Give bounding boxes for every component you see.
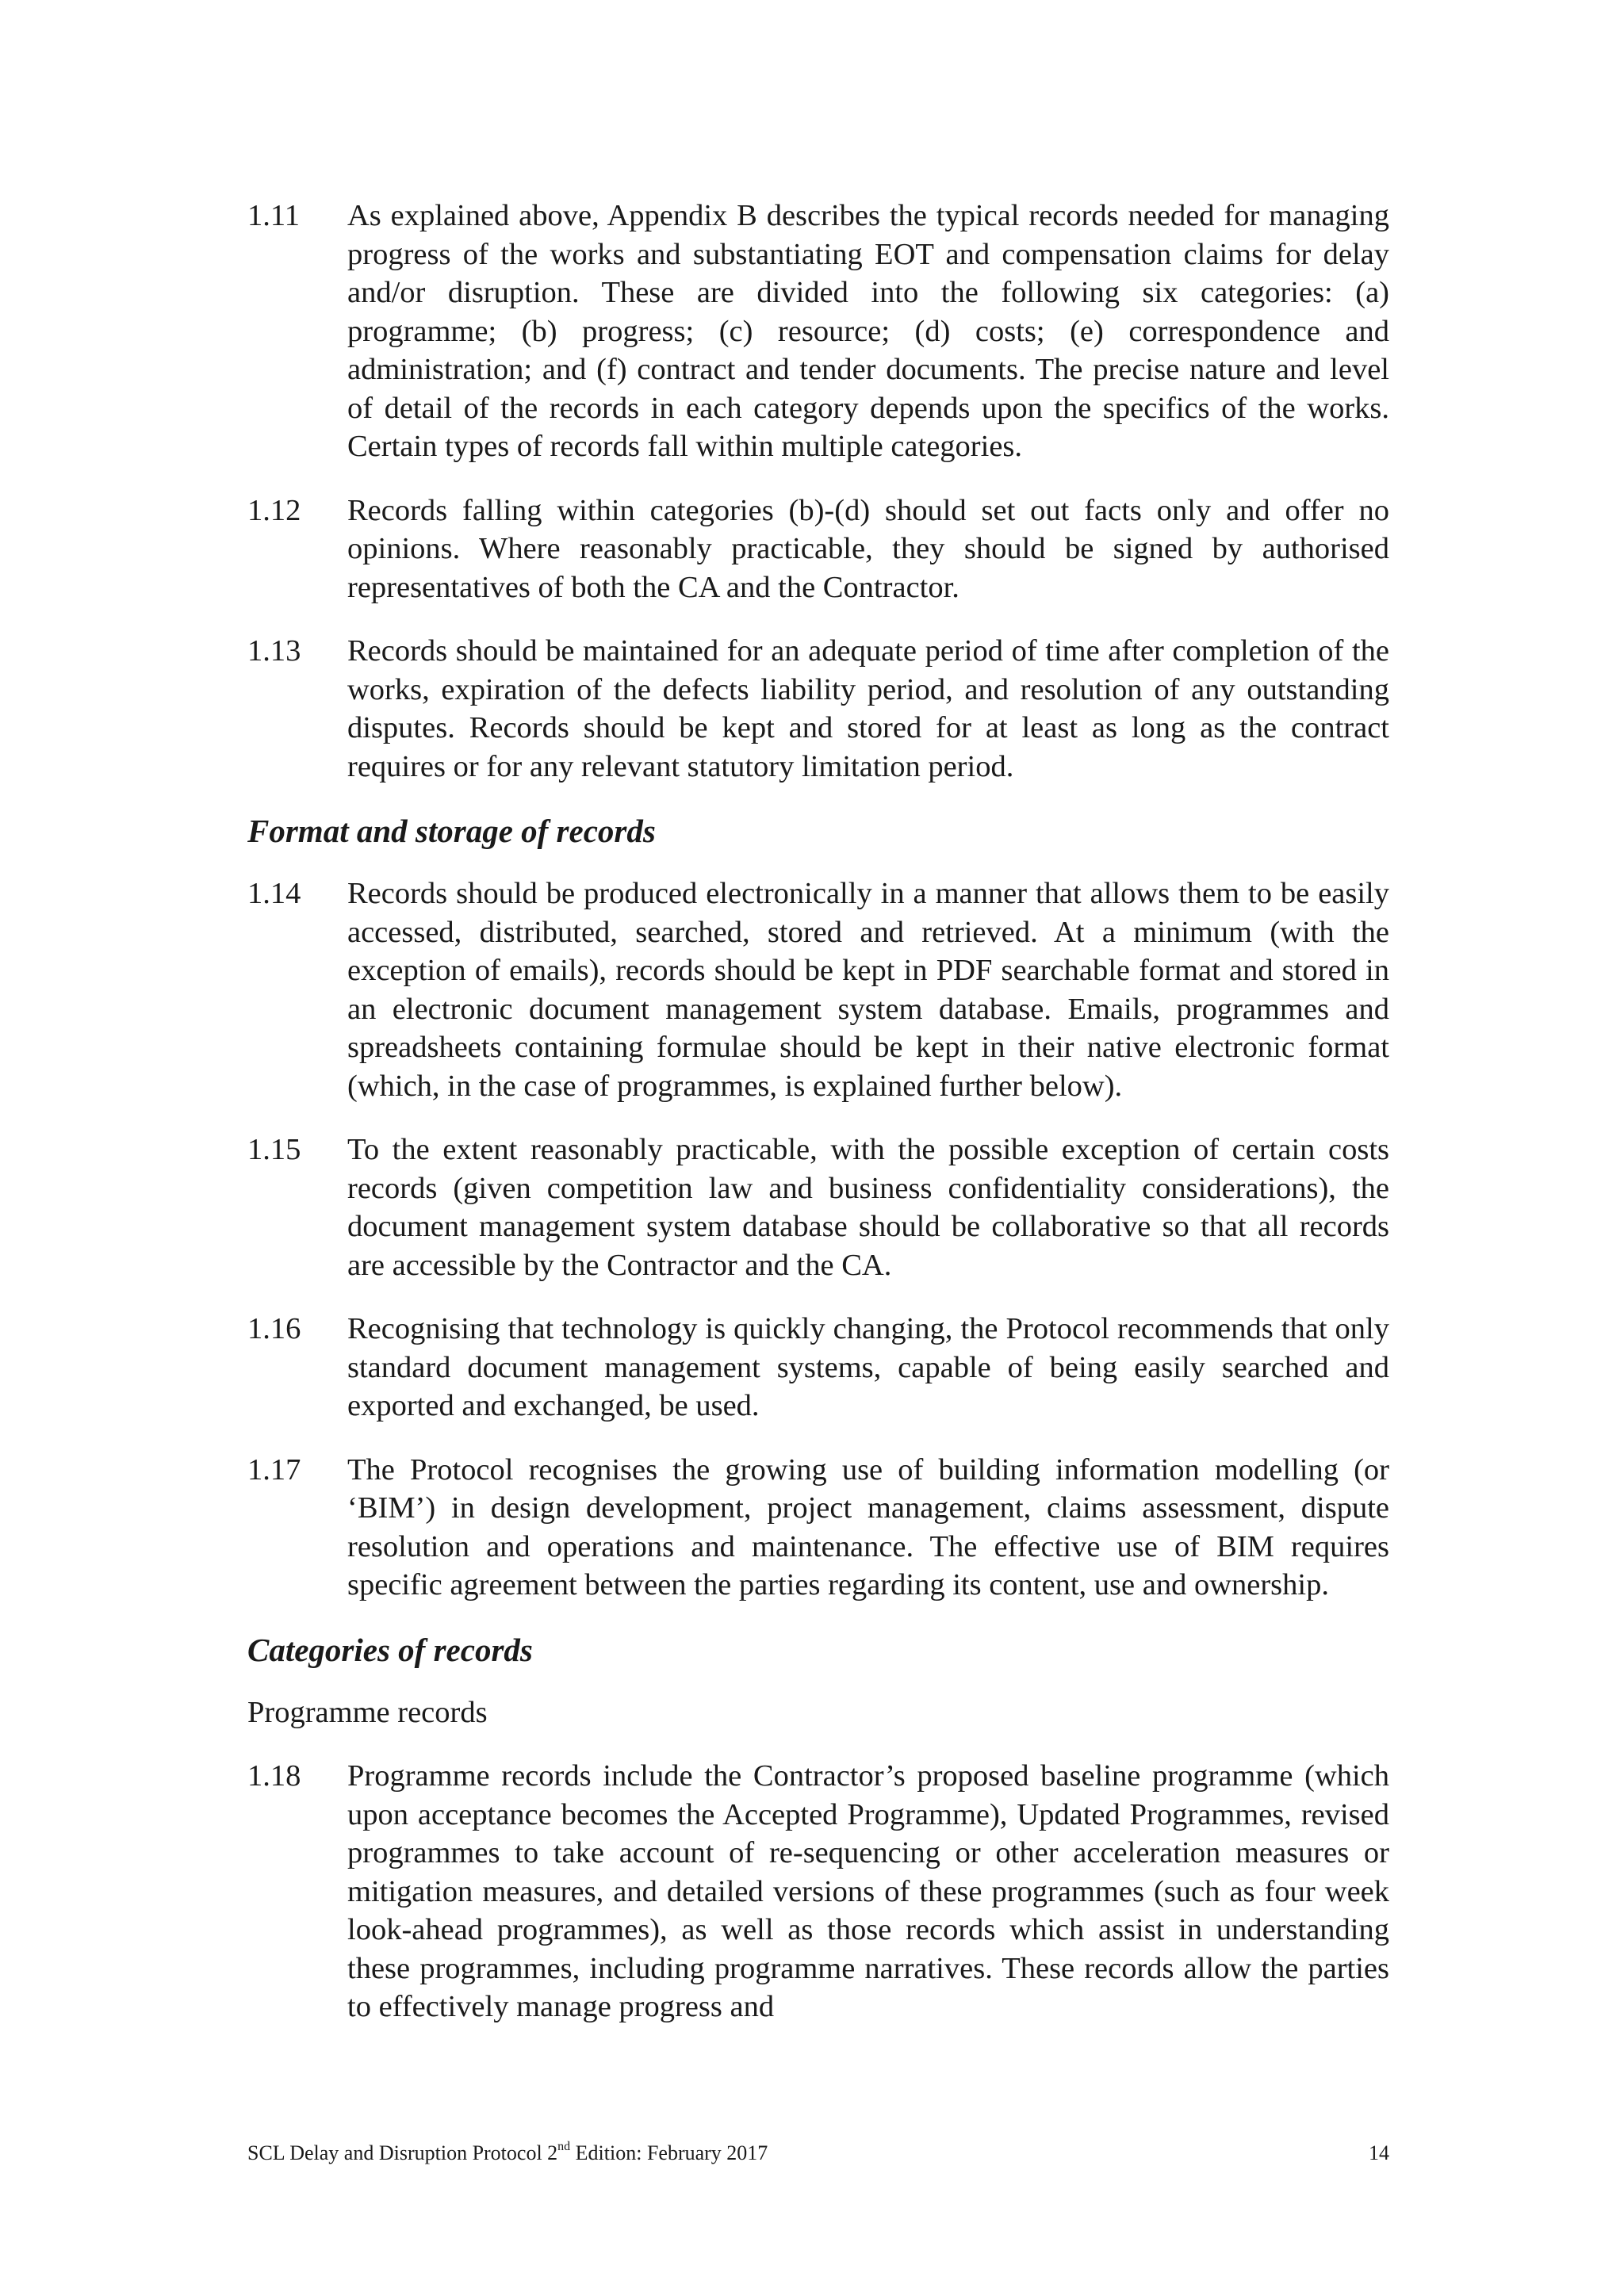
footer-title-main: SCL Delay and Disruption Protocol 2	[247, 2141, 558, 2164]
paragraph-text: To the extent reasonably practicable, with the possible exception of certain costs records (given competition law and business confidentiality considerations), the document management system database should be collaborative so that all records are accessible by the Contractor and the CA.	[347, 1133, 1389, 1282]
section-heading-format-storage: Format and storage of records	[247, 813, 656, 849]
paragraph-text: Records falling within categories (b)-(d) should set out facts only and offer no opinions. Where reasonably practicable, they should be signed by authorised representatives of both the CA and the Contractor.	[347, 493, 1389, 604]
paragraph-number: 1.11	[247, 199, 300, 232]
footer-document-title	[247, 2141, 768, 2166]
paragraph-1-14	[247, 874, 1389, 1105]
paragraph-1-15	[247, 1131, 1389, 1284]
footer-title-edition: Edition: February 2017	[570, 2141, 768, 2164]
subheading-programme-records: Programme records	[247, 1695, 488, 1729]
section-heading-categories: Categories of records	[247, 1631, 533, 1668]
paragraph-number: 1.16	[247, 1312, 301, 1345]
page-body	[247, 197, 1389, 2052]
paragraph-text: As explained above, Appendix B describes the typical records needed for managing progress of the works and substantiating EOT and compensation claims for delay and/or disruption. These are divided into the following six categories: (a) programme; (b) progress; (c) resource; (d) costs; (e) correspondence and administration; and (f) contract and tender documents. The precise nature and level of detail of the records in each category depends upon the specifics of the works. Certain types of records fall within multiple categories.	[347, 199, 1389, 463]
footer-title-superscript: nd	[557, 2140, 571, 2154]
paragraph-1-12	[247, 492, 1389, 607]
paragraph-1-13	[247, 632, 1389, 786]
page-number: 14	[1369, 2141, 1389, 2164]
paragraph-number: 1.18	[247, 1759, 301, 1793]
paragraph-number: 1.13	[247, 634, 301, 668]
paragraph-1-16	[247, 1310, 1389, 1425]
paragraph-text: The Protocol recognises the growing use of building information modelling (or ‘BIM’) in design development, project management, claims assessment, dispute resolution and operations and maintenance. The effective use of BIM requires specific agreement between the parties regarding its content, use and ownership.	[347, 1452, 1389, 1601]
paragraph-text: Programme records include the Contractor’s proposed baseline programme (which upon acceptance becomes the Accepted Programme), Updated Programmes, revised programmes to take account of re-sequencing or other acceleration measures or mitigation measures, and detailed versions of these programmes (such as four week look-ahead programmes), as well as those records which assist in understanding these programmes, including programme narratives. These records allow the parties to effectively manage progress and	[347, 1759, 1389, 2023]
paragraph-text: Recognising that technology is quickly changing, the Protocol recommends that only standard document management systems, capable of being easily searched and exported and exchanged, be used.	[347, 1312, 1389, 1422]
paragraph-1-17	[247, 1451, 1389, 1605]
paragraph-number: 1.12	[247, 493, 301, 527]
paragraph-text: Records should be maintained for an adequate period of time after completion of the works, expiration of the defects liability period, and resolution of any outstanding disputes. Records should be kept and stored for at least as long as the contract requires or for any relevant statutory limitation period.	[347, 634, 1389, 783]
paragraph-number: 1.17	[247, 1452, 301, 1487]
paragraph-1-18	[247, 1757, 1389, 2026]
paragraph-number: 1.15	[247, 1133, 301, 1166]
paragraph-text: Records should be produced electronically in a manner that allows them to be easily accessed, distributed, searched, stored and retrieved. At a minimum (with the exception of emails), records should be kept in PDF searchable format and stored in an electronic document management system database. Emails, programmes and spreadsheets containing formulae should be kept in their native electronic format (which, in the case of programmes, is explained further below).	[347, 877, 1389, 1103]
paragraph-1-11	[247, 197, 1389, 466]
paragraph-number: 1.14	[247, 877, 301, 910]
